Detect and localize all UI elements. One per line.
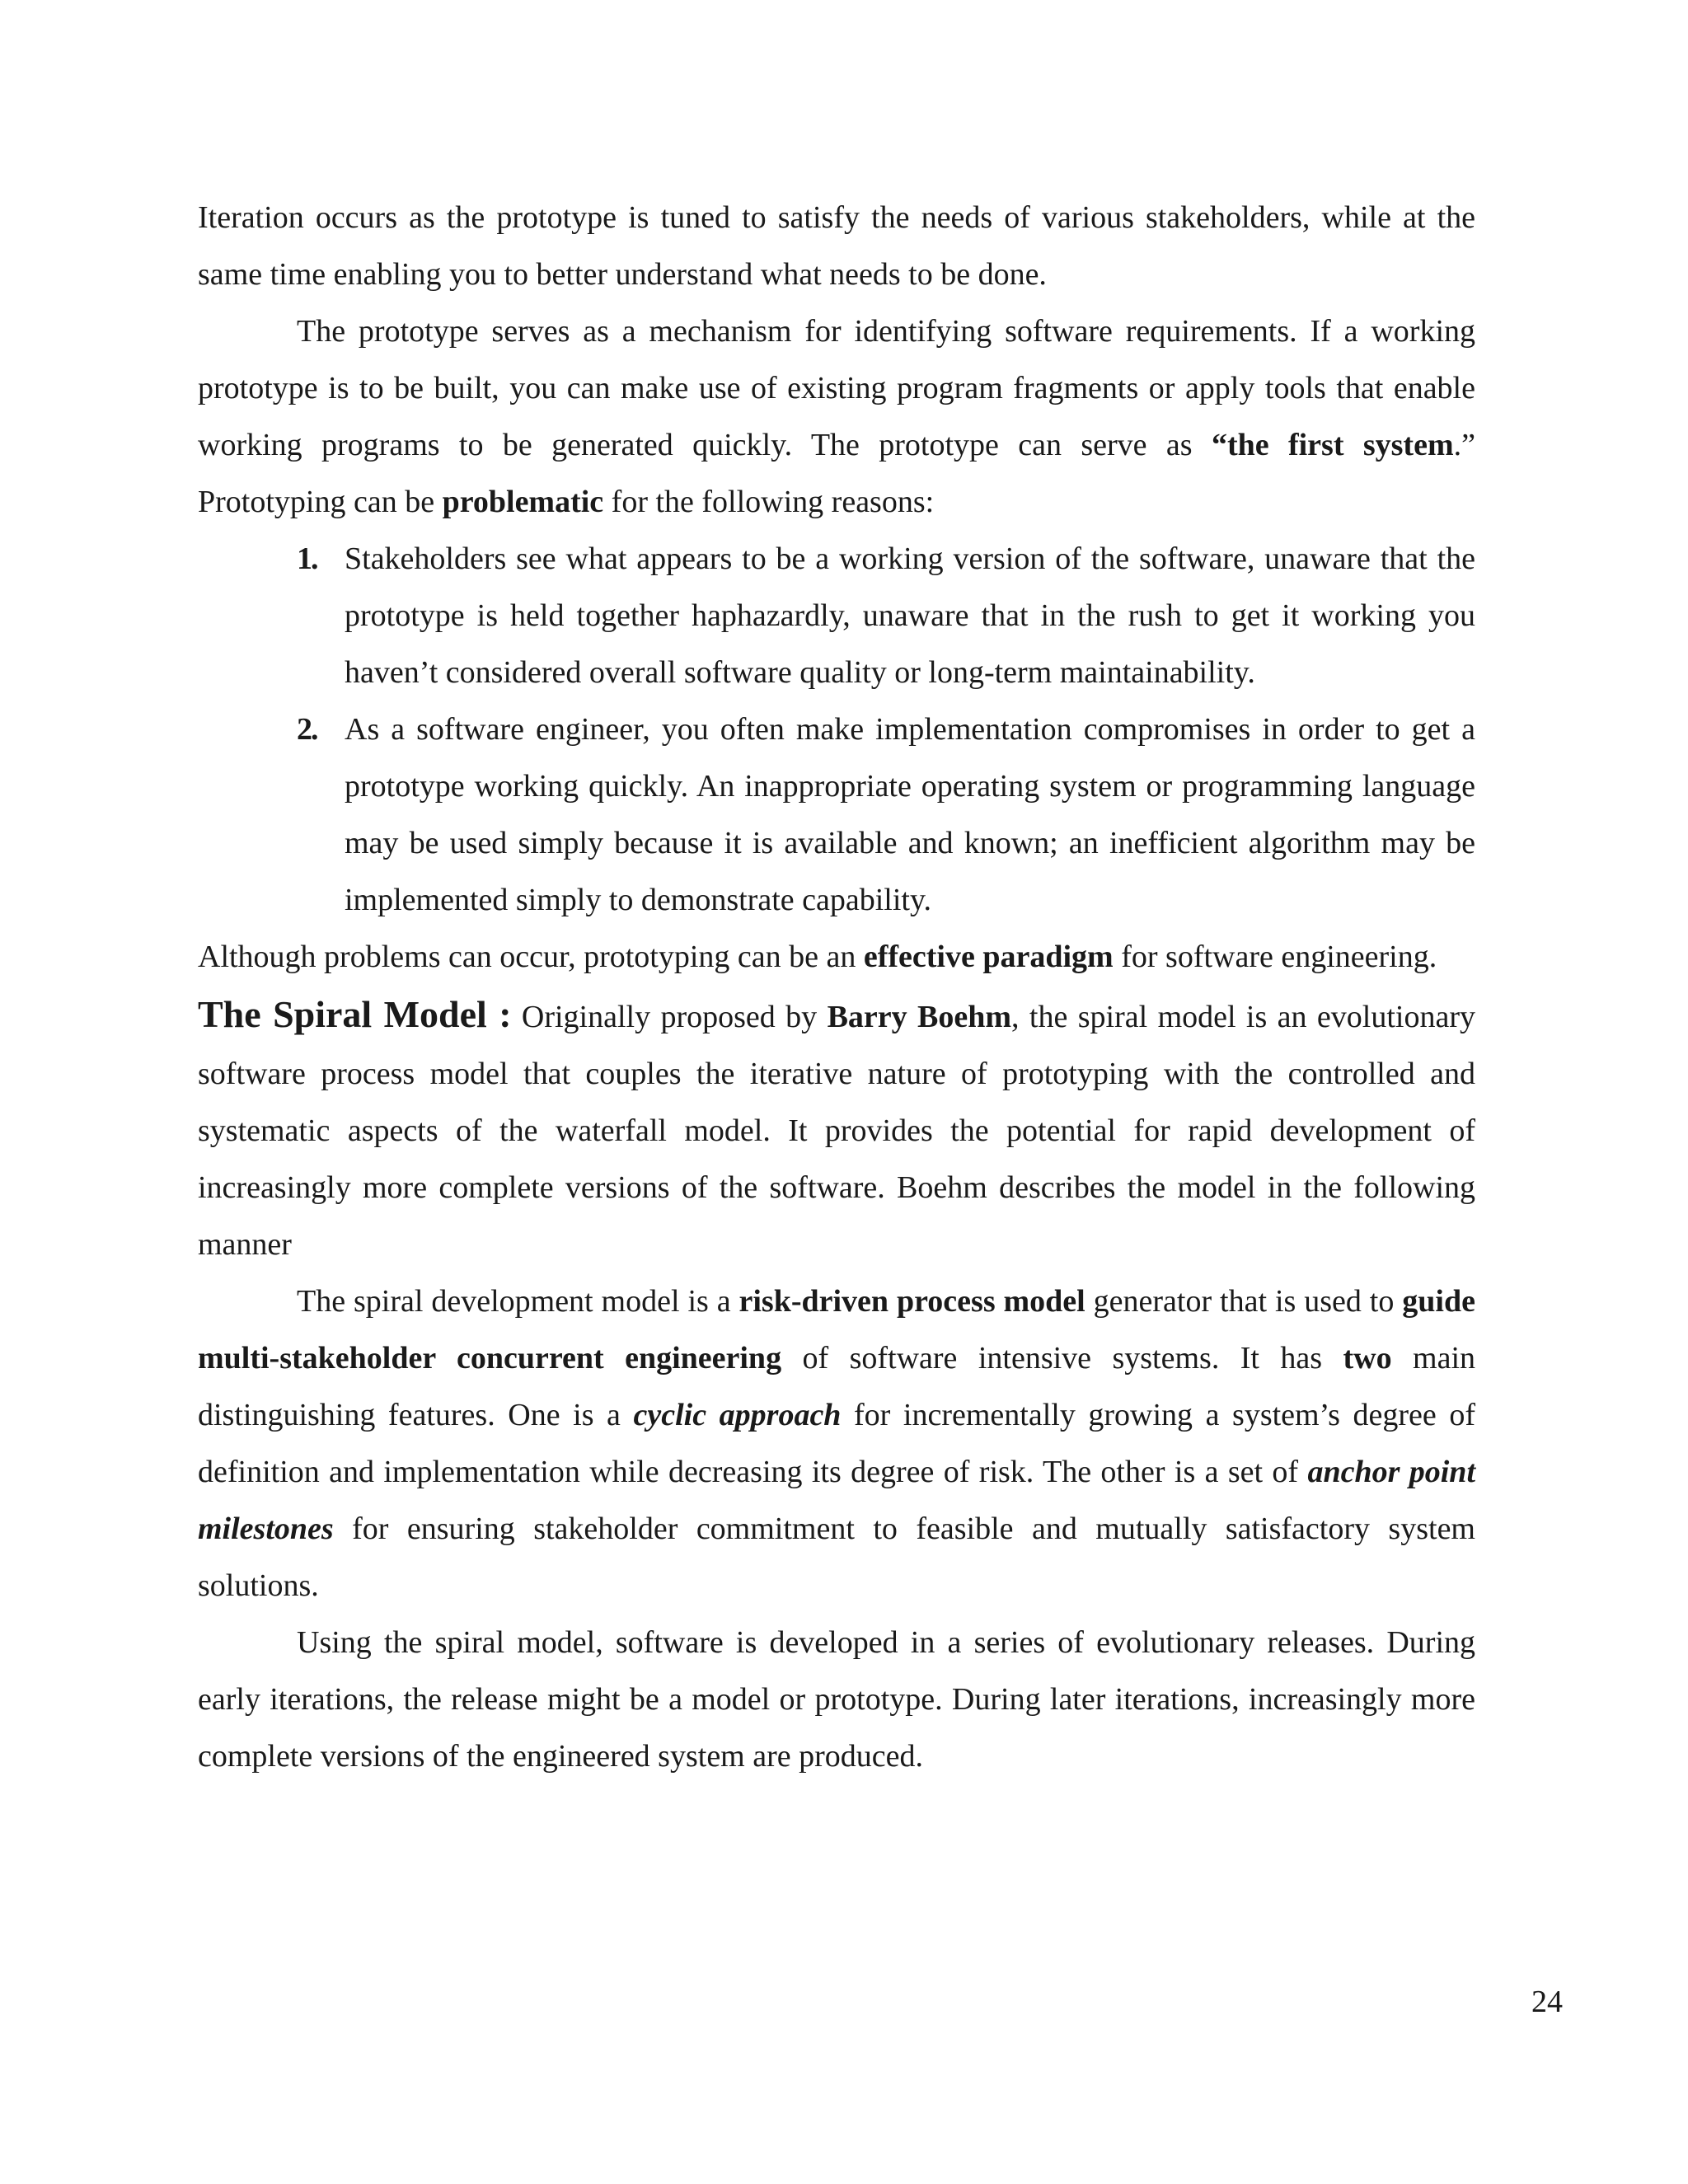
- text-run: for ensuring stakeholder commitment to feasible and mutually satisfactory system solutions.: [198, 1511, 1475, 1603]
- text-run: Originally proposed by: [511, 1000, 828, 1034]
- bold-term-two: two: [1343, 1341, 1392, 1376]
- bold-italic-anchor-milestones: anchor point milestones: [198, 1455, 1475, 1546]
- text-run: for the following reasons:: [603, 485, 935, 519]
- list-item-text: As a software engineer, you often make implementation compromises in order to get a prototype working quickly. An inappropriate operating system or programming language may be used simply because it is available and known; an inefficient algorithm may be implemented simply to demonstrate capability.: [345, 712, 1475, 917]
- bold-term-barry-boehm: Barry Boehm: [827, 1000, 1012, 1034]
- text-run: .” Prototyping can be: [198, 428, 1475, 519]
- paragraph-evolutionary-releases: Using the spiral model, software is developed in a series of evolutionary releases. During early iterations, the release might be a model or prototype. During later iterations, increasingly more complete versions of the engineered system are produced.: [198, 1625, 1475, 1774]
- list-number: 1.: [297, 541, 317, 576]
- list-item: [297, 701, 1475, 929]
- bold-term-first-system: “the first system: [1211, 428, 1454, 462]
- bold-term-problematic: problematic: [442, 485, 604, 519]
- paragraph-risk-driven: [198, 1273, 1475, 1615]
- text-run: for incrementally growing a system’s degree of definition and implementation while decreasing its degree of risk. The other is a set of: [198, 1398, 1476, 1489]
- text-run: Although problems can occur, prototyping can be an: [198, 940, 864, 974]
- page-body: [198, 190, 1475, 1785]
- bold-term-risk-driven: risk-driven process model: [738, 1284, 1085, 1319]
- paragraph-iteration: Iteration occurs as the prototype is tuned to satisfy the needs of various stakeholders, while at the same time enabling you to better understand what needs to be done.: [198, 200, 1475, 292]
- text-run: The prototype serves as a mechanism for identifying software requirements. If a working prototype is to be built, you can make use of existing program fragments or apply tools that enable working programs to be generated quickly. The prototype can serve as: [198, 314, 1475, 462]
- text-run: , the spiral model is an evolutionary software process model that couples the iterative nature of prototyping with the controlled and systematic aspects of the waterfall model. It provides the potential for rapid development of increasingly more complete versions of the software. Boehm describes the model in the following manner: [198, 1000, 1475, 1262]
- text-run: The spiral development model is a: [297, 1284, 739, 1319]
- bold-italic-cyclic-approach: cyclic approach: [633, 1398, 842, 1432]
- text-run: generator that is used to: [1085, 1284, 1403, 1319]
- bold-term-effective-paradigm: effective paradigm: [863, 940, 1114, 974]
- paragraph-spiral-model: [198, 986, 1475, 1273]
- list-item-text: Stakeholders see what appears to be a working version of the software, unaware that the prototype is held together haphazardly, unaware that in the rush to get it working you haven’t considered overall software quality or long-term maintainability.: [345, 541, 1475, 690]
- paragraph-prototype-mechanism: [198, 303, 1475, 531]
- section-heading-spiral-model: The Spiral Model :: [198, 993, 512, 1035]
- reasons-list: [198, 531, 1475, 929]
- paragraph-effective-paradigm: [198, 929, 1475, 986]
- page-number: 24: [1531, 1985, 1563, 2019]
- text-run: main distinguishing features. One is a: [198, 1341, 1476, 1432]
- bold-term-guide-concurrent: guide multi-stakeholder concurrent engineering: [198, 1284, 1475, 1376]
- list-item: [297, 531, 1475, 701]
- list-number: 2.: [297, 712, 317, 747]
- text-run: of software intensive systems. It has: [781, 1341, 1343, 1376]
- text-run: for software engineering.: [1113, 940, 1437, 974]
